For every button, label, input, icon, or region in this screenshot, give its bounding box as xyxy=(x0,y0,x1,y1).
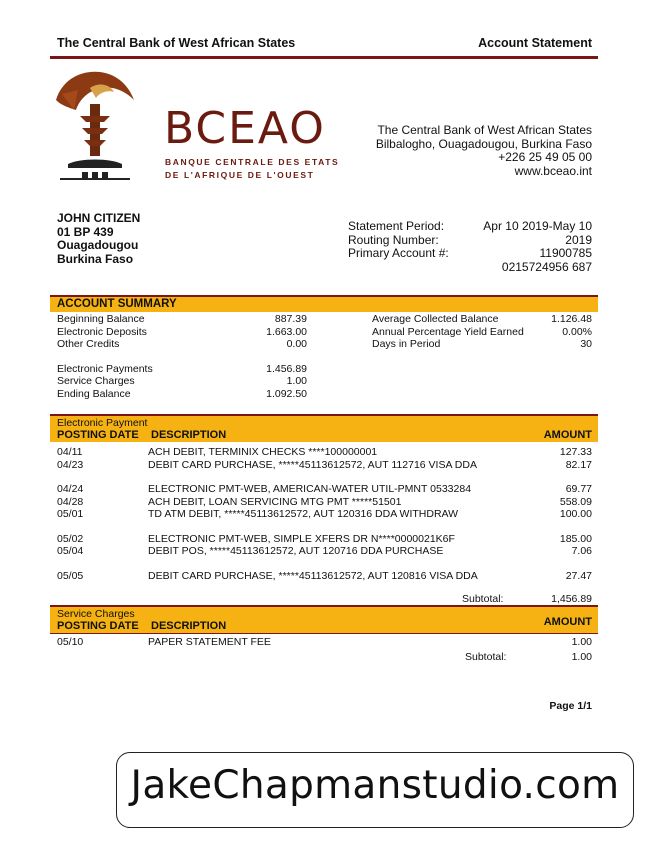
electronic-subtotal-label: Subtotal: xyxy=(462,593,504,605)
customer-city: Ouagadougou xyxy=(57,238,139,252)
header-rule xyxy=(50,56,598,59)
account-label: Primary Account #: xyxy=(348,246,449,260)
bank-website: www.bceao.int xyxy=(514,163,592,178)
summary-value: 30 xyxy=(580,338,592,350)
summary-label: Service Charges xyxy=(57,375,135,387)
row-amount: 82.17 xyxy=(565,458,592,471)
row-amount: 185.00 xyxy=(559,532,592,545)
row-date: 05/04 xyxy=(57,545,84,557)
summary-label: Other Credits xyxy=(57,338,120,350)
row-description: ELECTRONIC PMT-WEB, SIMPLE XFERS DR N****0000021K6F xyxy=(148,532,455,545)
customer-block xyxy=(57,212,140,266)
summary-label: Ending Balance xyxy=(57,387,131,400)
table-row xyxy=(57,496,592,509)
row-description: PAPER STATEMENT FEE xyxy=(148,636,271,648)
electronic-subtotal-value: 1,456.89 xyxy=(551,593,592,605)
bank-address xyxy=(340,124,592,178)
account-extra: 0215724956 687 xyxy=(501,259,592,274)
row-date: 04/28 xyxy=(57,495,84,508)
service-subtotal-value: 1.00 xyxy=(571,651,592,663)
service-section-title: Service Charges xyxy=(57,608,135,620)
row-amount: 558.09 xyxy=(559,495,592,508)
row-amount: 7.06 xyxy=(571,545,592,557)
summary-value: 1.092.50 xyxy=(266,387,307,400)
summary-value: 0.00% xyxy=(562,325,592,338)
customer-box: 01 BP 439 xyxy=(57,224,114,239)
electronic-rows xyxy=(57,446,592,582)
period-label: Statement Period: xyxy=(348,219,445,233)
logo-subtitle-2: DE L'AFRIQUE DE L'OUEST xyxy=(165,170,315,180)
row-amount: 127.33 xyxy=(559,446,592,458)
page-number: Page 1/1 xyxy=(549,700,592,712)
row-description: DEBIT CARD PURCHASE, *****45113612572, AUT 112716 VISA DDA xyxy=(148,458,477,471)
service-col-date: POSTING DATE xyxy=(57,620,139,632)
service-subtotal-label: Subtotal: xyxy=(465,651,507,663)
row-date: 05/10 xyxy=(57,636,84,648)
row-description: TD ATM DEBIT, *****45113612572, AUT 120316 DDA WITHDRAW xyxy=(148,508,459,520)
period-value: Apr 10 2019-May 10 xyxy=(483,219,592,233)
customer-name: JOHN CITIZEN xyxy=(57,211,141,225)
row-date: 04/24 xyxy=(57,483,84,495)
row-date: 05/05 xyxy=(57,569,84,582)
bank-address-line1: The Central Bank of West African States xyxy=(377,123,592,137)
table-row xyxy=(57,570,592,583)
bank-phone: +226 25 49 05 00 xyxy=(498,150,592,164)
statement-labels xyxy=(348,220,449,261)
row-amount: 100.00 xyxy=(559,508,592,520)
customer-country: Burkina Faso xyxy=(57,251,134,266)
row-amount: 1.00 xyxy=(571,636,592,648)
table-row xyxy=(57,446,592,459)
summary-label: Annual Percentage Yield Earned xyxy=(372,325,524,338)
summary-value: 887.39 xyxy=(274,313,307,325)
service-rows xyxy=(57,636,592,649)
row-description: DEBIT POS, *****45113612572, AUT 120716 DDA PURCHASE xyxy=(148,545,444,557)
bceao-emblem-icon xyxy=(50,60,142,185)
table-row xyxy=(57,508,592,521)
watermark-text: JakeChapmanstudio.com xyxy=(130,763,620,808)
bank-address-line2: Bilbalogho, Ouagadougou, Burkina Faso xyxy=(375,136,592,151)
summary-label: Days in Period xyxy=(372,338,441,350)
watermark-stamp xyxy=(116,752,634,828)
electronic-section-title: Electronic Payment xyxy=(57,417,148,429)
summary-label: Electronic Deposits xyxy=(57,325,147,338)
statement-values xyxy=(460,220,592,274)
row-amount: 27.47 xyxy=(565,569,592,582)
summary-value: 0.00 xyxy=(286,338,307,350)
summary-label: Electronic Payments xyxy=(57,362,153,375)
table-row xyxy=(57,459,592,472)
service-col-desc: DESCRIPTION xyxy=(151,620,227,632)
row-description: ACH DEBIT, LOAN SERVICING MTG PMT *****51501 xyxy=(148,495,402,508)
service-rule-bottom xyxy=(50,633,598,634)
row-date: 04/11 xyxy=(57,446,83,458)
row-description: DEBIT CARD PURCHASE, *****45113612572, AUT 120816 VISA DDA xyxy=(148,569,478,582)
routing-value: 2019 xyxy=(565,232,592,247)
account-value: 11900785 xyxy=(539,246,592,260)
summary-left xyxy=(57,313,307,400)
summary-title: ACCOUNT SUMMARY xyxy=(57,298,177,310)
service-col-amount: AMOUNT xyxy=(543,616,592,628)
summary-right xyxy=(372,313,592,351)
document-title: Account Statement xyxy=(478,36,592,50)
table-row xyxy=(57,545,592,558)
electronic-col-date: POSTING DATE xyxy=(57,429,139,441)
row-date: 04/23 xyxy=(57,458,84,471)
electronic-col-amount: AMOUNT xyxy=(543,429,592,441)
table-row xyxy=(57,533,592,546)
table-row xyxy=(57,636,592,649)
routing-label: Routing Number: xyxy=(348,232,439,247)
row-description: ELECTRONIC PMT-WEB, AMERICAN-WATER UTIL-PMNT 0533284 xyxy=(148,483,472,495)
row-date: 05/01 xyxy=(57,508,84,520)
summary-value: 1.663.00 xyxy=(266,325,307,338)
logo-subtitle-1: BANQUE CENTRALE DES ETATS xyxy=(165,157,340,167)
summary-value: 1.456.89 xyxy=(266,362,307,375)
electronic-col-desc: DESCRIPTION xyxy=(151,429,227,441)
summary-value: 1.00 xyxy=(286,375,307,387)
row-date: 05/02 xyxy=(57,532,84,545)
summary-value: 1.126.48 xyxy=(551,313,592,325)
logo-acronym: BCEAO xyxy=(164,103,326,154)
summary-label: Average Collected Balance xyxy=(372,313,499,325)
summary-label: Beginning Balance xyxy=(57,313,145,325)
bank-name-header: The Central Bank of West African States xyxy=(57,36,296,50)
table-row xyxy=(57,483,592,496)
row-amount: 69.77 xyxy=(565,483,592,495)
row-description: ACH DEBIT, TERMINIX CHECKS ****100000001 xyxy=(148,446,378,458)
